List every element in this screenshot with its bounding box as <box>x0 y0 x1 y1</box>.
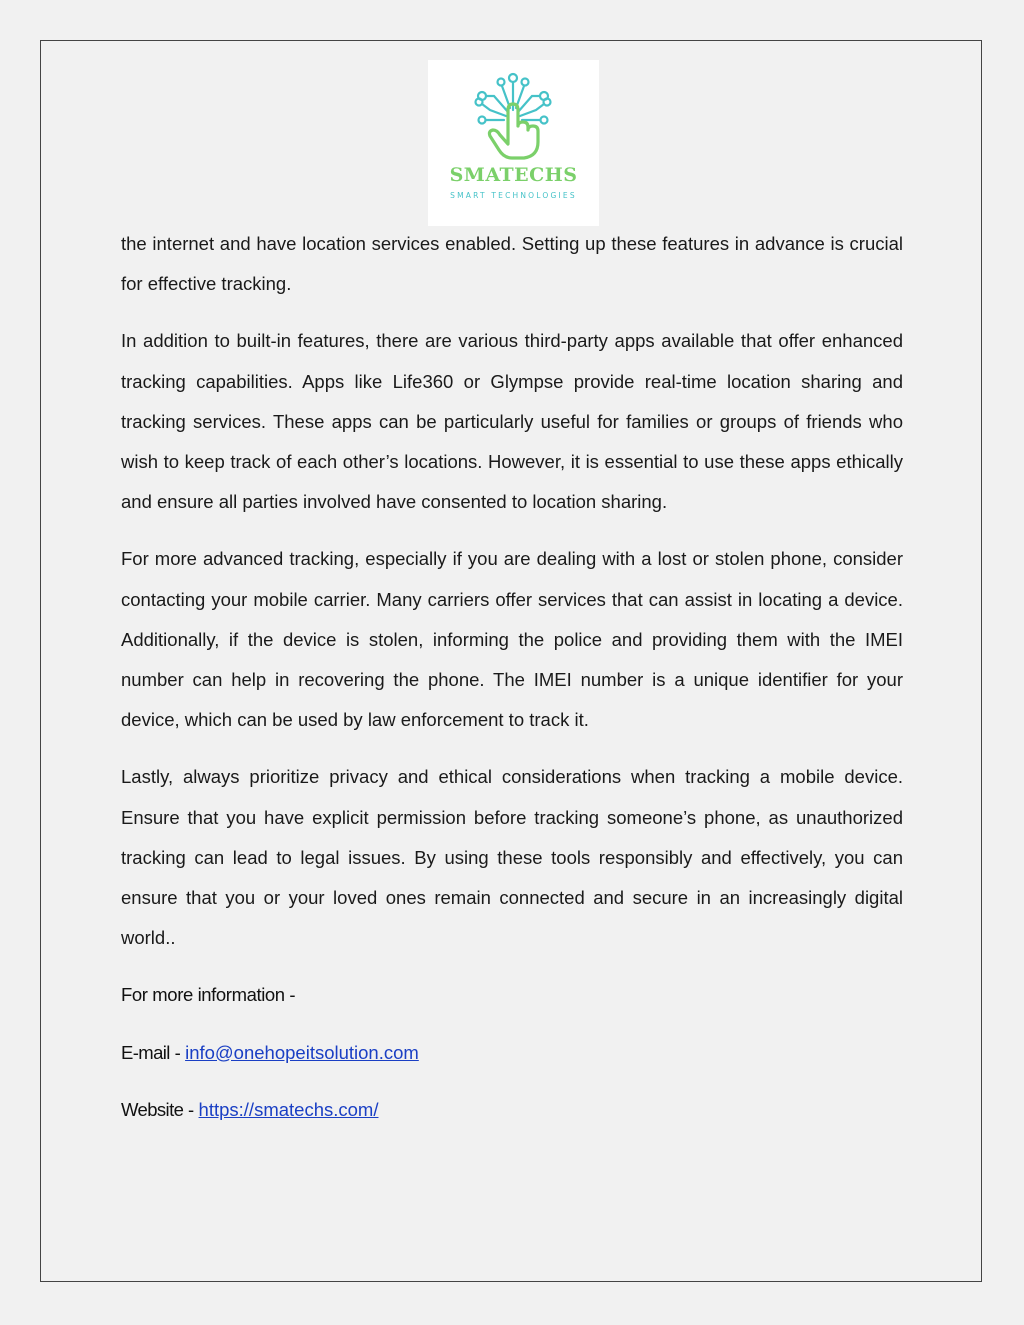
logo-name: SMATECHS <box>449 164 578 186</box>
email-link[interactable]: info@onehopeitsolution.com <box>185 1041 419 1063</box>
website-link[interactable]: https://smatechs.com/ <box>198 1098 379 1120</box>
email-separator: - <box>169 1041 186 1063</box>
company-logo <box>428 60 599 226</box>
email-line <box>121 1033 903 1073</box>
website-separator: - <box>183 1098 199 1120</box>
paragraph-advanced-tracking: For more advanced tracking, especially if you are dealing with a lost or stolen phone, consider contacting your mobile carrier. Many carriers offer services that can assist in locating a device. Additionally, if the device is stolen, informing the police and providing them with the IMEI number can help in recovering the phone. The IMEI number is a unique identifier for your device, which can be used by law enforcement to track it. <box>121 548 903 731</box>
website-line <box>121 1090 903 1130</box>
paragraph-privacy: Lastly, always prioritize privacy and ethical considerations when tracking a mobile device. Ensure that you have explicit permission before tracking someone’s phone, as unauthorized tracking can lead to legal issues. By using these tools responsibly and effectively, you can ensure that you or your loved ones remain connected and secure in an increasingly digital world.. <box>121 766 903 949</box>
document-body <box>121 224 903 1147</box>
hand-circuit-icon <box>428 60 599 164</box>
logo-tagline: SMART TECHNOLOGIES <box>450 191 577 200</box>
email-label: E-mail <box>121 1041 170 1063</box>
paragraph-third-party-apps: In addition to built-in features, there are various third-party apps available that offer enhanced tracking capabilities. Apps like Life360 or Glympse provide real-time location sharing and tracking services. These apps can be particularly useful for families or groups of friends who wish to keep track of each other’s locations. However, it is essential to use these apps ethically and ensure all parties involved have consented to location sharing. <box>121 330 903 513</box>
paragraph-location-services: the internet and have location services enabled. Setting up these features in advance is crucial for effective tracking. <box>121 233 903 295</box>
more-info-heading: For more information - <box>121 984 296 1006</box>
website-label: Website <box>121 1098 184 1120</box>
